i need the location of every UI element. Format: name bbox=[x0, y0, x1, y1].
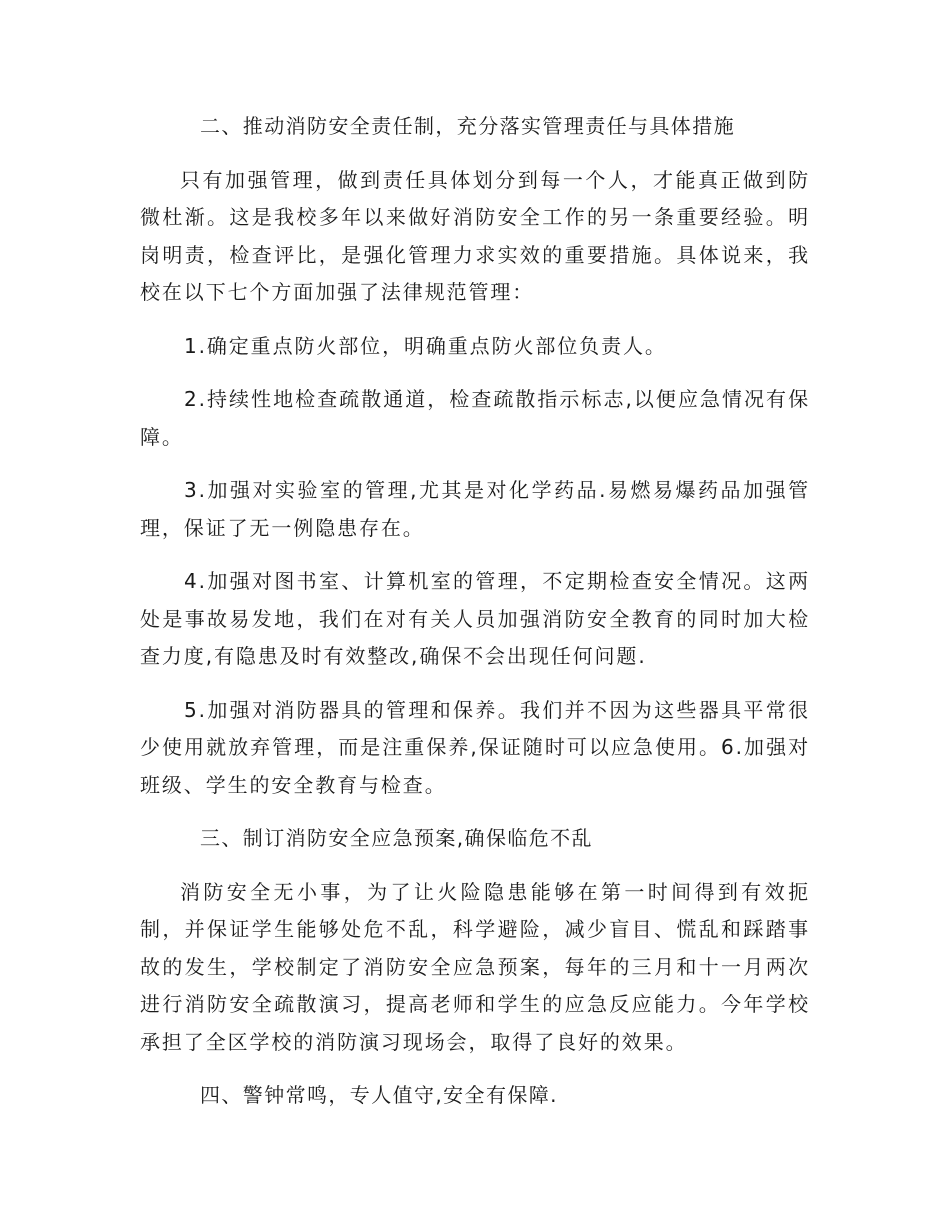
paragraph-emergency-plan: 消防安全无小事，为了让火险隐患能够在第一时间得到有效扼制，并保证学生能够处危不乱，科学避险，减少盲目、慌乱和踩踏事故的发生，学校制定了消防安全应急预案，每年的三月和十一月两次进行消防安全疏散演习，提高老师和学生的应急反应能力。今年学校承担了全区学校的消防演习现场会，取得了良好的效果。 bbox=[140, 879, 810, 1054]
document-page bbox=[140, 108, 810, 1131]
list-item-2: 2.持续性地检查疏散通道，检查疏散指示标志,以便应急情况有保障。 bbox=[140, 387, 810, 449]
section-heading-2: 二、推动消防安全责任制，充分落实管理责任与具体措施 bbox=[200, 114, 735, 138]
list-item-1: 1.确定重点防火部位，明确重点防火部位负责人。 bbox=[184, 333, 667, 358]
section-heading-4: 四、警钟常鸣，专人值守,安全有保障. bbox=[200, 1083, 558, 1107]
paragraph-management: 只有加强管理，做到责任具体划分到每一个人，才能真正做到防微杜渐。这是我校多年以来做好消防安全工作的另一条重要经验。明岗明责，检查评比，是强化管理力求实效的重要措施。具体说来，我校在以下七个方面加强了法律规范管理： bbox=[140, 167, 810, 304]
list-item-3: 3.加强对实验室的管理,尤其是对化学药品.易燃易爆药品加强管理，保证了无一例隐患存在。 bbox=[140, 478, 810, 540]
list-item-4: 4.加强对图书室、计算机室的管理，不定期检查安全情况。这两处是事故易发地，我们在对有关人员加强消防安全教育的同时加大检查力度,有隐患及时有效整改,确保不会出现任何问题. bbox=[140, 569, 810, 668]
section-heading-3: 三、制订消防安全应急预案,确保临危不乱 bbox=[200, 826, 593, 850]
list-item-5: 5.加强对消防器具的管理和保养。我们并不因为这些器具平常很少使用就放弃管理，而是注重保养,保证随时可以应急使用。6.加强对班级、学生的安全教育与检查。 bbox=[140, 697, 810, 797]
